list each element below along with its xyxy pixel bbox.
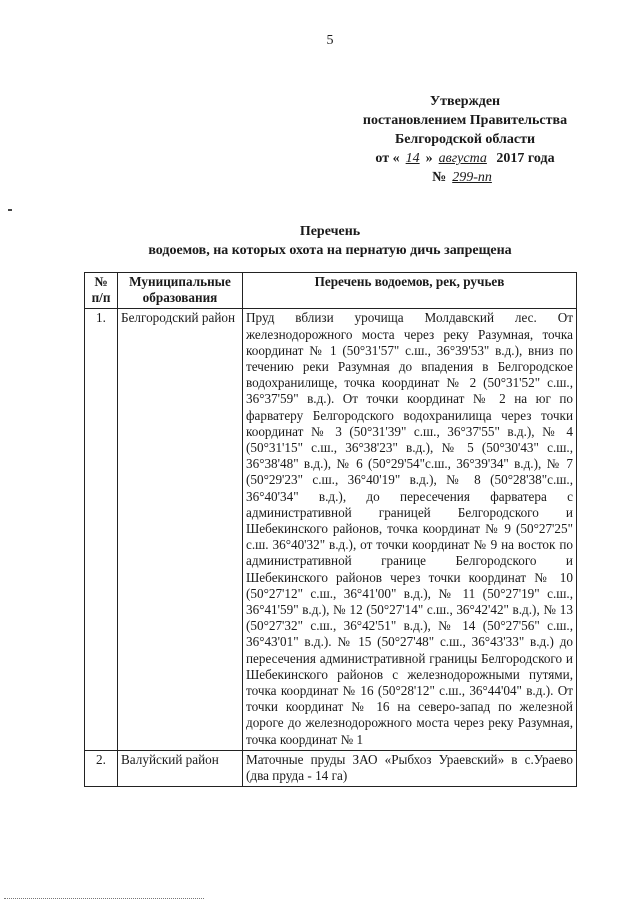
approval-line-approved: Утвержден	[429, 94, 501, 109]
water-bodies-table	[84, 272, 577, 787]
header-waters: Перечень водоемов, рек, ручьев	[243, 273, 577, 309]
row-municipality: Валуйский район	[118, 750, 243, 786]
page-number: 5	[326, 33, 334, 48]
header-num: № п/п	[85, 273, 118, 309]
header-municipality: Муниципальные образования	[118, 273, 243, 309]
approval-date-prefix: от «	[375, 151, 400, 166]
approval-line-region: Белгородской области	[394, 132, 536, 147]
approval-date-year: 2017 года	[496, 151, 555, 166]
document-title	[100, 222, 560, 260]
table-row	[85, 309, 577, 750]
row-num: 2.	[85, 750, 118, 786]
approval-date-day: 14	[405, 151, 420, 166]
approval-date-month: августа	[438, 151, 487, 166]
row-municipality: Белгородский район	[118, 309, 243, 750]
table-header-row	[85, 273, 577, 309]
approval-number-value: 299-пп	[452, 170, 492, 185]
approval-block	[330, 92, 600, 187]
approval-line-resolution: постановлением Правительства	[362, 113, 568, 128]
title-line-1: Перечень	[299, 224, 361, 239]
scan-mark	[8, 209, 12, 211]
approval-number-prefix: №	[432, 170, 447, 185]
table-row	[85, 750, 577, 786]
row-description: Пруд вблизи урочища Молдавский лес. От железнодорожного моста через реку Разумная, точка координат № 1 (50°31'57" с.ш., 36°39'53" в.д.), вниз по течению реки Разумная до впадения в Белгородское водохранилище, точка координат № 2 (50°31'52" с.ш., 36°37'59" в.д.). От точки координат № 2 на юг по фарватеру Белгородского водохранилища через точки координат № 3 (50°31'39" с.ш., 36°37'55" в.д.), № 4 (50°31'15" с.ш., 36°38'23" в.д.), № 5 (50°30'43" с.ш., 36°38'48" в.д.), № 6 (50°29'54"с.ш., 36°39'34" в.д.), № 7 (50°29'23" с.ш., 36°40'19" в.д.), № 8 (50°28'38"с.ш., 36°40'34" в.д.), до пересечения фарватера с административной границей Белгородского и Шебекинского районов, точка координат № 9 (50°27'25" с.ш. 36°40'32" в.д.), от точки координат № 9 на восток по административной границе Белгородского и Шебекинского районов через точки координат № 10 (50°27'12" с.ш., 36°41'00" в.д.), № 11 (50°27'19" с.ш., 36°41'59" в.д.), № 12 (50°27'14" с.ш., 36°42'42" в.д.), № 13 (50°27'32" с.ш., 36°42'51" в.д.), № 14 (50°27'56" с.ш., 36°43'01" в.д.). № 15 (50°27'48" с.ш., 36°43'33" в.д.) до пересечения административной границы Белгородского и Шебекинского районов с железнодорожными путями, точка координат № 16 (50°28'12" с.ш., 36°44'04" в.д.). От точки координат № 16 на северо-запад по железной дороге до железнодорожного моста через реку Разумная, точка координат № 1	[243, 309, 577, 750]
approval-date	[330, 149, 600, 168]
row-description: Маточные пруды ЗАО «Рыбхоз Ураевский» в с.Ураево (два пруда - 14 га)	[243, 750, 577, 786]
title-line-2: водоемов, на которых охота на пернатую дичь запрещена	[148, 243, 512, 258]
scan-edge-dots	[4, 898, 204, 901]
row-num: 1.	[85, 309, 118, 750]
approval-date-mid: »	[425, 151, 433, 166]
approval-number	[330, 168, 600, 187]
